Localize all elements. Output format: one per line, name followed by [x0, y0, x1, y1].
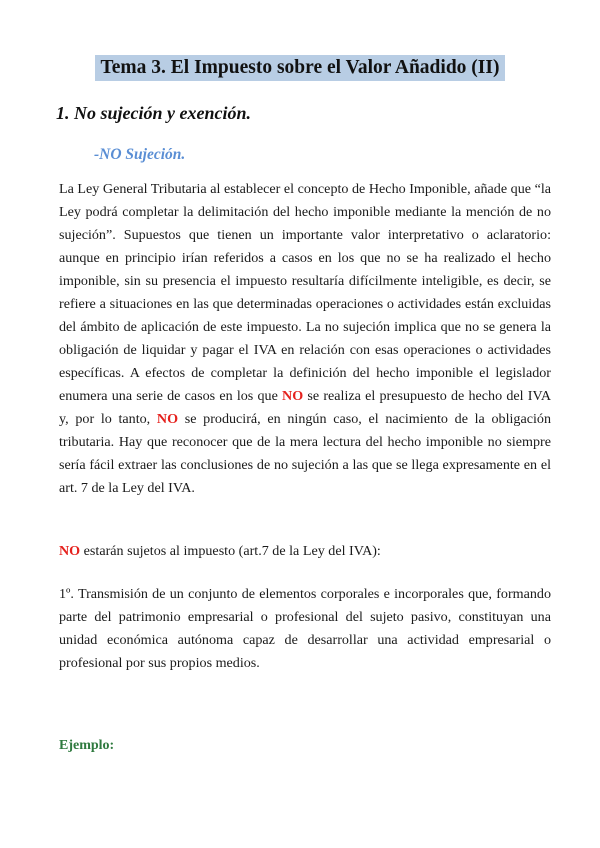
paragraph-item-1: 1º. Transmisión de un conjunto de elementos corporales e incorporales que, formando parte del patrimonio empresarial o profesional del sujeto pasivo, constituyan una unidad económica autónoma capaz de desarrollar una actividad empresarial o profesional por sus propios medios. [59, 586, 551, 671]
example-label: Ejemplo: [59, 738, 115, 753]
paragraph-text: La Ley General Tributaria al establecer el concepto de Hecho Imponible, añade que “la Ley podrá completar la delimitación del hecho imponible mediante la mención de no sujeción”. Supuestos que tienen un importante valor interpretativo o aclaratorio: aunque en principio irían referidos a casos en los que no se ha realizado el hecho imponible, sin su presencia el impuesto resultaría difícilmente inteligible, es decir, se refiere a situaciones en las que determinadas operaciones o actividades están excluidas del ámbito de aplicación de este impuesto. La no sujeción implica que no se genera la obligación de liquidar y pagar el IVA en relación con esas operaciones o actividades específicas. A efectos de completar la definición del hecho imponible el legislador enumera una serie de casos en los que [59, 181, 551, 404]
paragraph-text: estarán sujetos al impuesto (art.7 de la Ley del IVA): [80, 543, 381, 559]
title-container [0, 55, 600, 81]
paragraph-no-sujecion [59, 178, 551, 500]
section-heading: 1. No sujeción y exención. [56, 103, 251, 123]
subsection-heading: -NO Sujeción. [94, 146, 186, 163]
paragraph-text: se producirá, en ningún caso, el nacimiento de la obligación tributaria. Hay que reconocer que de la mera lectura del hecho imponible no siempre sería fácil extraer las conclusiones de no sujeción a las que se llega expresamente en el art. 7 de la Ley del IVA. [59, 411, 551, 496]
paragraph-text: se realiza el presupuesto de hecho del IVA y, por lo tanto, [59, 388, 552, 427]
emphasis-no: NO [59, 543, 81, 559]
emphasis-no: NO [156, 411, 179, 427]
document-title: Tema 3. El Impuesto sobre el Valor Añadido (II) [95, 55, 506, 81]
paragraph-no-sujetos [59, 540, 551, 563]
emphasis-no: NO [282, 388, 304, 404]
